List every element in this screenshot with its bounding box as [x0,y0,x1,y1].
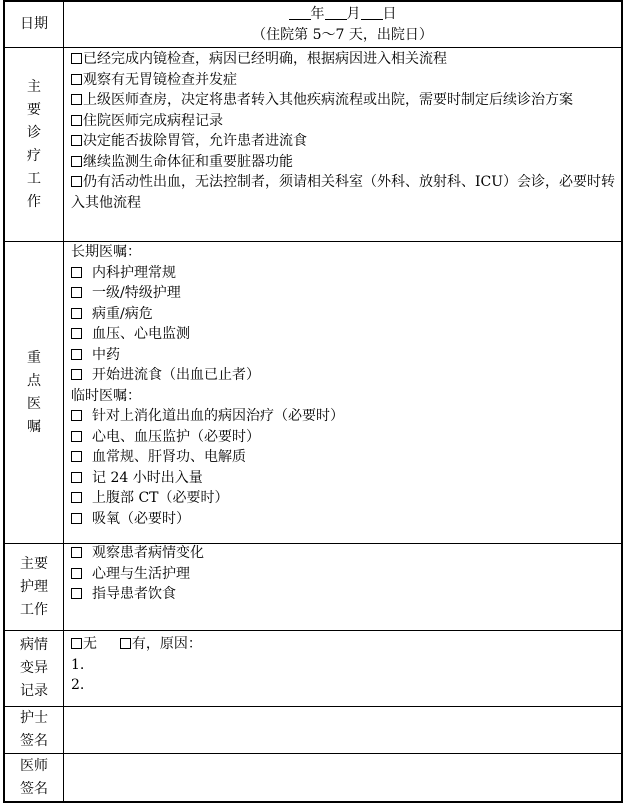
main-work-label [5,48,63,241]
month-text: 月 [346,6,361,22]
label-char: 重 [27,349,41,366]
option-yes-text: 有，原因： [131,636,202,652]
label-line: 护理 [20,578,48,595]
checkbox[interactable] [71,176,82,187]
item-text: 观察患者病情变化 [92,545,204,561]
item-text: 记 24 小时出入量 [92,469,203,486]
item-text: 开始进流食（出血已止者） [92,367,260,383]
checklist-item [71,172,617,213]
nursing-item [71,564,617,585]
variance-label [5,631,63,706]
doctor-sign-label [5,754,63,802]
item-text: 继续监测生命体征和重要脏器功能 [83,153,293,170]
label-line: 病情 [20,637,48,653]
checkbox[interactable] [71,431,82,442]
label-line: 护士 [20,710,48,726]
orders-list [71,242,617,529]
item-text: 观察有无胃镜检查并发症 [83,71,237,88]
item-text: 上腹部 CT（必要时） [92,490,229,506]
label-column-divider [63,2,64,801]
label-line: 工作 [20,601,48,618]
item-text: 决定能否拔除胃管，允许患者进流食 [83,133,307,149]
label-line: 变异 [20,660,48,676]
item-text: 住院医师完成病程记录 [83,112,223,129]
label-char: 点 [27,372,41,389]
doctor-signature-field[interactable] [71,754,617,802]
checkbox[interactable] [71,53,82,64]
label-char: 嘱 [27,418,41,435]
checklist-item [71,70,617,91]
year-text: 年 [310,6,325,22]
date-header [64,4,621,46]
reason-line-1[interactable]: 1. [71,656,85,673]
checkbox[interactable] [71,115,82,126]
nurse-sign-label [5,707,63,753]
item-text: 仍有活动性出血，无法控制者，须请相关科室（外科、放射科、ICU）会诊，必要时转入其他流程 [71,174,616,211]
checkbox[interactable] [71,492,82,503]
clinical-pathway-form [3,0,623,803]
variance-options [71,634,617,655]
checklist-item [71,49,617,70]
checkbox[interactable] [71,308,82,319]
checkbox[interactable] [71,472,82,483]
day-blank[interactable] [361,5,383,20]
order-item [71,365,617,386]
label-char: 要 [27,101,41,118]
item-text: 病重/病危 [92,305,153,322]
checkbox[interactable] [71,451,82,462]
order-item [71,488,617,509]
nursing-item [71,584,617,605]
label-char: 疗 [27,147,41,164]
checklist-item [71,90,617,111]
date-line [64,4,621,25]
item-text: 吸氧（必要时） [92,510,190,527]
date-label: 日期 [20,16,48,32]
label-char: 作 [27,193,41,210]
row-divider [5,630,621,631]
checkbox[interactable] [71,513,82,524]
checkbox[interactable] [71,135,82,146]
nursing-item [71,543,617,564]
order-item [71,468,617,489]
stay-days: （住院第 5～7 天，出院日） [252,27,433,43]
row-divider [5,47,621,48]
order-item [71,263,617,284]
checkbox-yes[interactable] [120,638,131,649]
order-item [71,304,617,325]
label-line: 主要 [20,555,48,572]
checkbox[interactable] [71,568,82,579]
order-item [71,283,617,304]
nursing-list [71,543,617,605]
checklist-item [71,152,617,173]
order-item [71,324,617,345]
checkbox[interactable] [71,287,82,298]
nursing-label [5,544,63,630]
temporary-orders-title: 临时医嘱： [71,387,141,404]
item-text: 心理与生活护理 [92,565,190,582]
label-line: 医师 [20,758,48,774]
year-blank[interactable] [289,5,311,20]
nurse-signature-field[interactable] [71,707,617,753]
checkbox[interactable] [71,328,82,339]
variance-record [71,634,617,696]
label-line: 记录 [20,683,48,699]
checkbox[interactable] [71,547,82,558]
checkbox[interactable] [71,588,82,599]
item-text: 一级/特级护理 [92,285,181,301]
item-text: 针对上消化道出血的病因治疗（必要时） [92,408,344,424]
item-text: 血压、心电监测 [92,326,190,342]
label-line: 签名 [20,781,48,797]
reason-line-2[interactable]: 2. [71,677,85,693]
label-char: 工 [27,170,41,187]
checkbox[interactable] [71,369,82,380]
order-item [71,447,617,468]
checkbox[interactable] [71,410,82,421]
order-item [71,345,617,366]
option-none-text: 无 [83,636,97,652]
item-text: 上级医师查房，决定将患者转入其他疾病流程或出院，需要时制定后续诊治方案 [83,92,573,108]
item-text: 血常规、肝肾功、电解质 [92,449,246,465]
checkbox[interactable] [71,74,82,85]
item-text: 内科护理常规 [92,264,176,281]
item-text: 心电、血压监护（必要时） [92,428,260,445]
item-text: 中药 [92,346,120,363]
label-char: 主 [27,78,41,95]
label-char: 诊 [27,124,41,141]
label-line: 签名 [20,733,48,749]
month-blank[interactable] [325,5,347,20]
checkbox[interactable] [71,94,82,105]
order-item [71,509,617,530]
checkbox[interactable] [71,349,82,360]
checkbox-none[interactable] [71,638,82,649]
checkbox[interactable] [71,267,82,278]
item-text: 指导患者饮食 [92,586,176,602]
main-work-list [71,49,617,213]
checklist-item [71,111,617,132]
day-text: 日 [382,6,397,22]
order-item [71,406,617,427]
orders-label [5,242,63,543]
item-text: 已经完成内镜检查，病因已经明确，根据病因进入相关流程 [83,51,447,67]
checklist-item [71,131,617,152]
checkbox[interactable] [71,156,82,167]
long-term-orders-title: 长期医嘱： [71,244,141,260]
order-item [71,427,617,448]
label-char: 医 [27,395,41,412]
